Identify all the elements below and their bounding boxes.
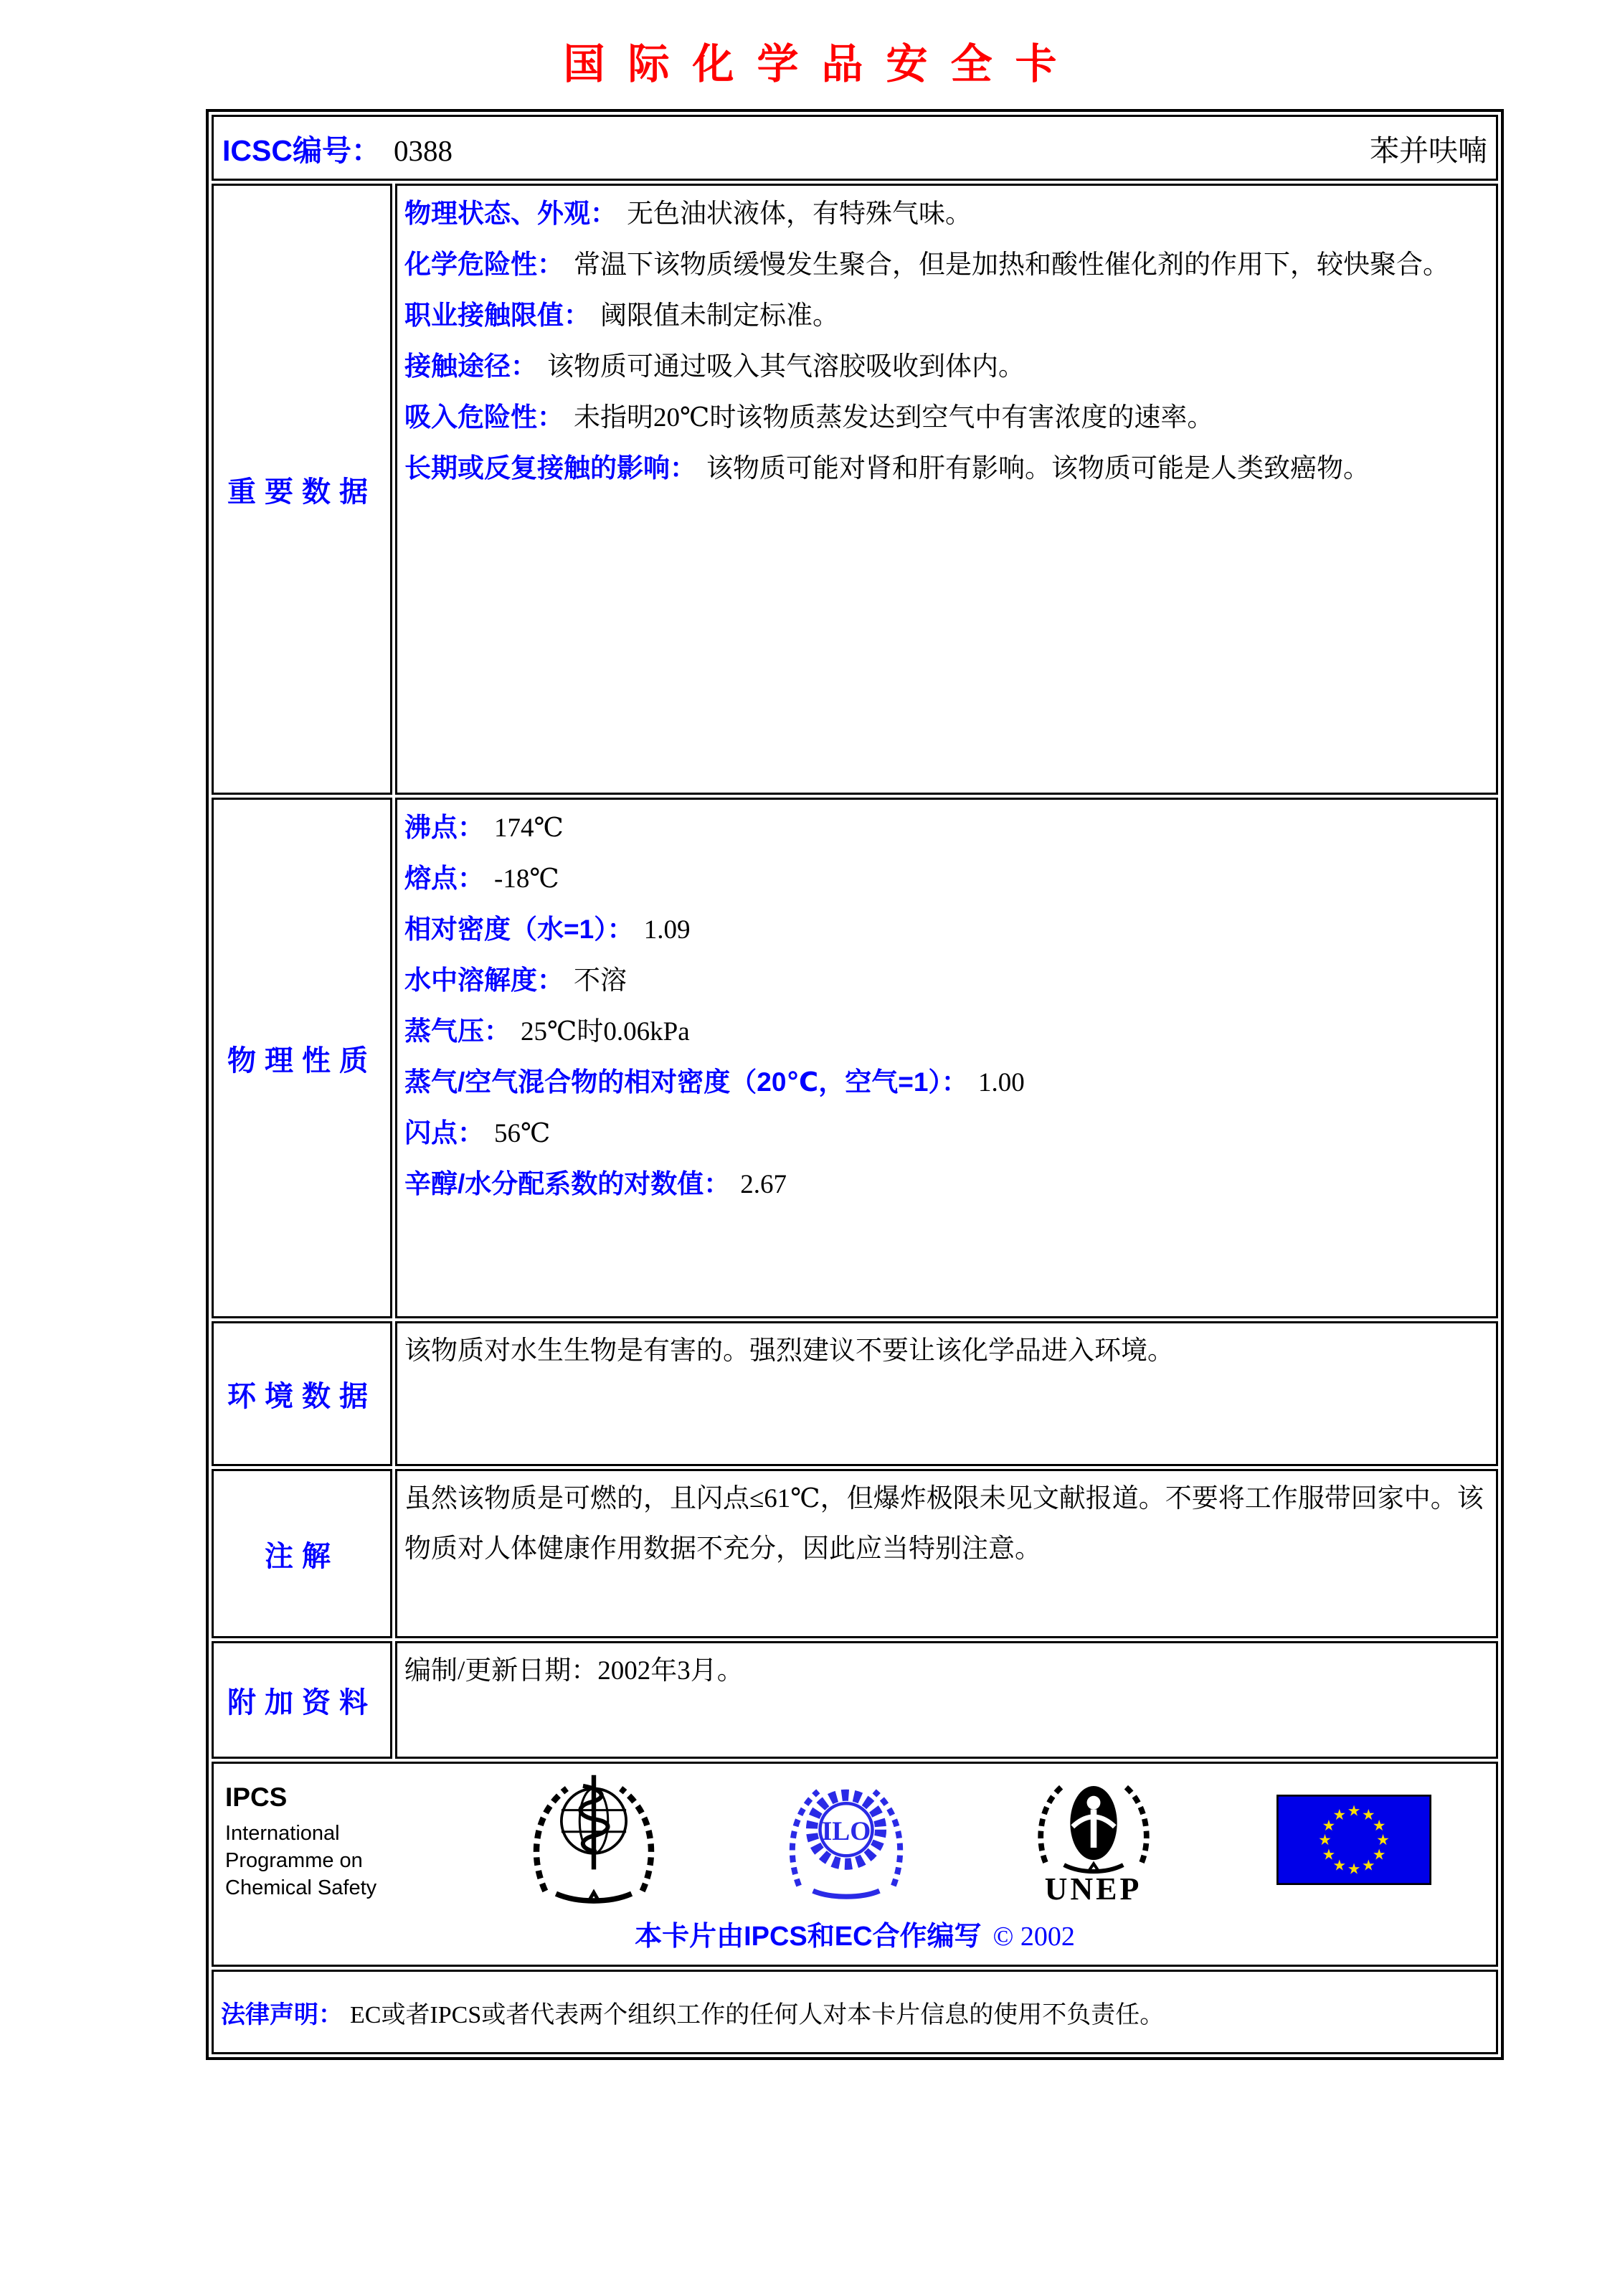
important-data-row bbox=[212, 184, 1498, 795]
property-label: 沸点： bbox=[404, 813, 484, 842]
property-label: 相对密度（水=1）： bbox=[404, 915, 634, 944]
property-line bbox=[404, 955, 1484, 1006]
icsc-number-value: 0388 bbox=[393, 133, 453, 167]
ilo-logo-icon bbox=[782, 1772, 910, 1911]
notes-content bbox=[395, 1469, 1498, 1638]
property-line bbox=[404, 1108, 1484, 1159]
ilo-letters: ILO bbox=[821, 1817, 871, 1846]
eu-star: ★ bbox=[1361, 1806, 1375, 1824]
ipcs-text-block bbox=[225, 1782, 404, 1901]
eu-star: ★ bbox=[1332, 1856, 1347, 1874]
property-label: 蒸气/空气混合物的相对密度（20℃，空气=1）： bbox=[404, 1067, 968, 1097]
legal-notice-row bbox=[212, 1970, 1498, 2054]
section-label-physical-properties: 物理性质 bbox=[212, 798, 392, 1318]
property-value: 25℃时0.06kPa bbox=[521, 1017, 690, 1047]
field-text: 该物质可能对肾和肝有影响。该物质可能是人类致癌物。 bbox=[706, 454, 1370, 483]
additional-info-content bbox=[395, 1641, 1498, 1759]
field-label: 长期或反复接触的影响： bbox=[404, 453, 696, 483]
section-label-important-data: 重要数据 bbox=[212, 184, 392, 795]
property-line bbox=[404, 1006, 1484, 1057]
icsc-number-group bbox=[222, 127, 453, 169]
header-cell bbox=[212, 115, 1498, 181]
who-logo-icon bbox=[526, 1770, 661, 1914]
field-text: 常温下该物质缓慢发生聚合，但是加热和酸性催化剂的作用下，较快聚合。 bbox=[574, 250, 1449, 280]
icsc-number-label: ICSC编号： bbox=[222, 133, 381, 167]
property-value: -18℃ bbox=[494, 864, 559, 894]
property-label: 水中溶解度： bbox=[404, 965, 564, 995]
legal-notice-cell bbox=[212, 1970, 1498, 2054]
chemical-name: 苯并呋喃 bbox=[1370, 133, 1487, 167]
property-value: 174℃ bbox=[494, 813, 564, 843]
important-data-content bbox=[395, 184, 1498, 795]
eu-star: ★ bbox=[1322, 1846, 1336, 1863]
icsc-card-table bbox=[206, 109, 1504, 2060]
property-value: 1.00 bbox=[977, 1068, 1025, 1097]
property-value: 2.67 bbox=[740, 1170, 787, 1199]
eu-star: ★ bbox=[1372, 1816, 1386, 1834]
page-title: 国际化学品安全卡 bbox=[563, 39, 1080, 88]
important-data-line bbox=[404, 189, 1484, 240]
notes-row bbox=[212, 1469, 1498, 1638]
important-data-line bbox=[404, 392, 1484, 443]
physical-properties-row bbox=[212, 798, 1498, 1318]
legal-notice-label: 法律声明： bbox=[221, 2000, 343, 2028]
field-label: 职业接触限值： bbox=[404, 301, 590, 330]
environmental-data-row bbox=[212, 1321, 1498, 1466]
eu-flag-icon bbox=[1276, 1791, 1431, 1892]
field-label: 化学危险性： bbox=[404, 250, 564, 279]
important-data-line bbox=[404, 240, 1484, 290]
header-row bbox=[212, 115, 1498, 181]
field-text: 无色油状液体，有特殊气味。 bbox=[627, 199, 972, 229]
eu-star: ★ bbox=[1376, 1831, 1390, 1849]
additional-info-row bbox=[212, 1641, 1498, 1759]
ipcs-acronym: IPCS bbox=[225, 1782, 288, 1812]
important-data-line bbox=[404, 341, 1484, 392]
property-label: 蒸气压： bbox=[404, 1016, 511, 1046]
environmental-data-content bbox=[395, 1321, 1498, 1466]
cooperation-caption bbox=[214, 1914, 1496, 1965]
unep-logo-icon bbox=[1032, 1776, 1155, 1907]
eu-star: ★ bbox=[1372, 1846, 1386, 1863]
caption-text: 本卡片由IPCS和EC合作编写 bbox=[635, 1922, 982, 1952]
property-label: 辛醇/水分配系数的对数值： bbox=[404, 1169, 731, 1199]
field-text: 阈限值未制定标准。 bbox=[600, 301, 839, 331]
ipcs-line: Programme on bbox=[225, 1848, 363, 1872]
ipcs-line: International bbox=[225, 1821, 340, 1845]
section-label-environmental-data: 环境数据 bbox=[212, 1321, 392, 1466]
eu-star: ★ bbox=[1347, 1860, 1361, 1878]
property-line bbox=[404, 1159, 1484, 1210]
legal-notice-text: EC或者IPCS或者代表两个组织工作的任何人对本卡片信息的使用不负责任。 bbox=[350, 2001, 1165, 2028]
eu-star: ★ bbox=[1347, 1802, 1361, 1820]
property-line bbox=[404, 803, 1484, 854]
physical-properties-content bbox=[395, 798, 1498, 1318]
field-label: 物理状态、外观： bbox=[404, 199, 617, 228]
section-label-additional-info: 附加资料 bbox=[212, 1641, 392, 1759]
logos-row bbox=[212, 1762, 1498, 1967]
property-line bbox=[404, 1057, 1484, 1108]
field-label: 接触途径： bbox=[404, 351, 537, 381]
additional-info-text: 编制/更新日期：2002年3月。 bbox=[404, 1656, 744, 1686]
logos-cell bbox=[212, 1762, 1498, 1967]
eu-star: ★ bbox=[1332, 1806, 1347, 1824]
field-label: 吸入危险性： bbox=[404, 402, 564, 432]
ipcs-line: Chemical Safety bbox=[225, 1876, 377, 1899]
property-line bbox=[404, 904, 1484, 955]
field-text: 未指明20℃时该物质蒸发达到空气中有害浓度的速率。 bbox=[574, 403, 1214, 433]
property-label: 熔点： bbox=[404, 864, 484, 893]
notes-text: 虽然该物质是可燃的，且闪点≤61℃，但爆炸极限未见文献报道。不要将工作服带回家中。该物质对人体健康作用数据不充分，因此应当特别注意。 bbox=[404, 1484, 1484, 1564]
field-text: 该物质可通过吸入其气溶胶吸收到体内。 bbox=[547, 352, 1025, 382]
property-value: 不溶 bbox=[574, 966, 627, 996]
eu-star: ★ bbox=[1318, 1831, 1332, 1849]
property-label: 闪点： bbox=[404, 1118, 484, 1148]
property-value: 56℃ bbox=[494, 1119, 551, 1148]
caption-copyright: © 2002 bbox=[993, 1922, 1075, 1952]
unep-label: UNEP bbox=[1044, 1871, 1142, 1907]
eu-star: ★ bbox=[1322, 1816, 1336, 1834]
eu-star: ★ bbox=[1361, 1856, 1375, 1874]
important-data-line bbox=[404, 290, 1484, 341]
important-data-line bbox=[404, 443, 1484, 494]
environmental-data-text: 该物质对水生生物是有害的。强烈建议不要让该化学品进入环境。 bbox=[404, 1336, 1174, 1366]
section-label-notes: 注解 bbox=[212, 1469, 392, 1638]
property-line bbox=[404, 854, 1484, 904]
property-value: 1.09 bbox=[643, 915, 691, 945]
